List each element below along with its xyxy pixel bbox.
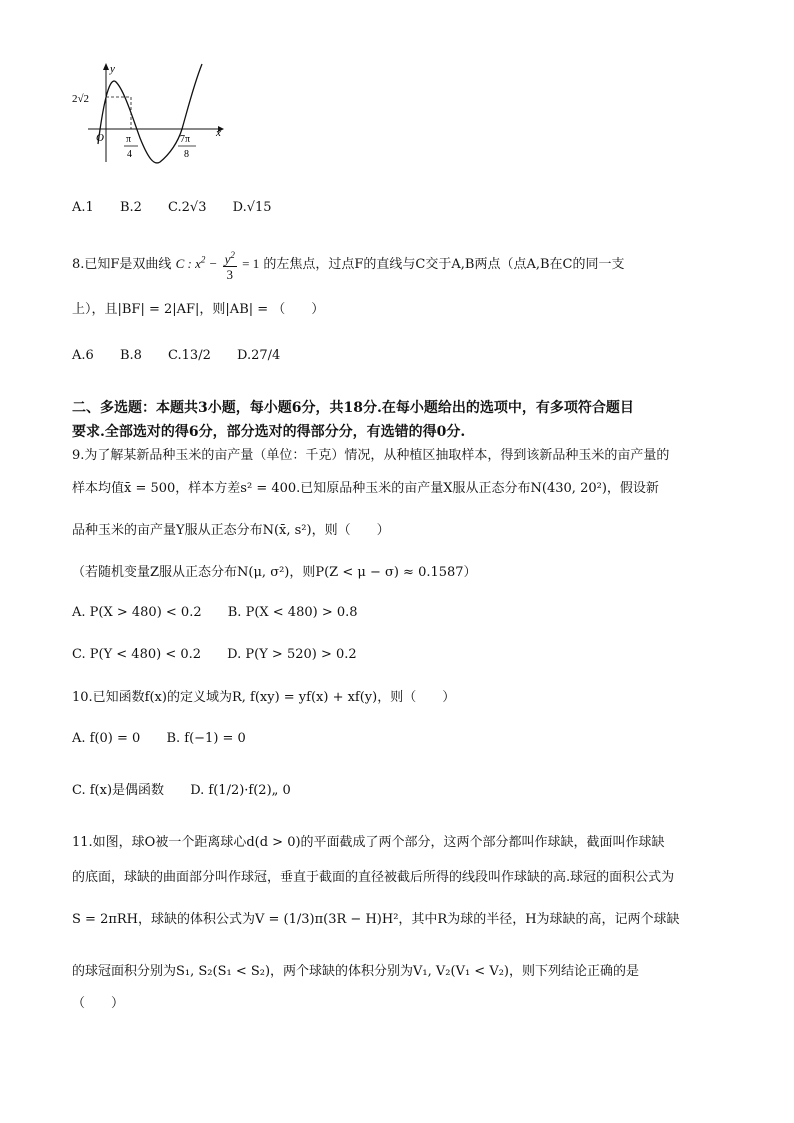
q10-line1: 10.已知函数f(x)的定义域为R, f(xy) = yf(x) + xf(y)，则（ ） xyxy=(72,690,456,705)
q9-option-b: B. P(X < 480) > 0.8 xyxy=(227,605,358,620)
q8-option-d: D.27/4 xyxy=(237,348,281,363)
q10-options-row2 xyxy=(72,781,313,801)
q10-options-row1 xyxy=(72,729,268,749)
q11-line3: S = 2πRH，球缺的体积公式为V = (1/3)π(3R − H)H²，其中R为球的半径，H为球缺的高，记两个球缺 xyxy=(72,912,680,927)
q8-line2: 上），且|BF| = 2|AF|，则|AB| = （ ） xyxy=(72,302,325,317)
q11-line1: 11.如图，球O被一个距离球心d(d > 0)的平面截成了两个部分，这两个部分都叫作球缺，截面叫作球缺 xyxy=(72,835,665,850)
q10-option-b: B. f(−1) = 0 xyxy=(166,731,246,746)
q8-prefix: 8.已知F是双曲线 xyxy=(72,257,172,273)
q8-option-b: B.8 xyxy=(119,348,142,363)
q8-hyperbola-eq: C : $x^2$ − $\frac{y^2}{3}$ = 1 xyxy=(175,250,260,283)
graph-xtick2-num: 7π xyxy=(180,134,191,145)
graph-x-label: x xyxy=(216,127,221,139)
q9-line3: 品种玉米的亩产量Y服从正态分布N(x̄, s²)，则（ ） xyxy=(72,523,390,538)
y-axis-arrow xyxy=(103,63,109,70)
graph-y-label: y xyxy=(110,63,115,75)
q7-option-b: B.2 xyxy=(119,200,142,215)
section2-line1: 二、多选题：本题共3小题，每小题6分，共18分.在每小题给出的选项中，有多项符合题目 xyxy=(72,400,634,416)
q9-option-a: A. P(X > 480) < 0.2 xyxy=(72,605,202,620)
sine-graph xyxy=(70,58,230,168)
graph-xtick1-num: π xyxy=(126,134,132,145)
q8-mid1: 的左焦点，过点F的直线与C交于A,B两点（点A,B在C的同一支 xyxy=(263,257,625,273)
q11-line2: 的底面，球缺的曲面部分叫作球冠，垂直于截面的直径被截后所得的线段叫作球缺的高.球冠的面积公式为 xyxy=(72,870,675,885)
q8-option-a: A.6 xyxy=(72,348,94,363)
q7-options xyxy=(72,198,294,218)
q9-line2: 样本均值x̄ = 500，样本方差s² = 400.已知原品种玉米的亩产量X服从正态分布N(430, 20²)，假设新 xyxy=(72,481,659,496)
q10-option-c: C. f(x)是偶函数 xyxy=(72,783,165,798)
section2-line2: 要求.全部选对的得6分，部分选对的得部分分，有选错的得0分. xyxy=(72,424,466,440)
q9-line1: 9.为了解某新品种玉米的亩产量（单位：千克）情况，从种植区抽取样本，得到该新品种玉米的亩产量的 xyxy=(72,448,670,463)
q7-option-a: A.1 xyxy=(72,200,94,215)
graph-amp-label: 2√2 xyxy=(72,93,90,105)
q11-line5: （ ） xyxy=(72,996,125,1011)
graph-xtick2-den: 8 xyxy=(184,149,189,160)
q9-options-row2 xyxy=(72,645,379,665)
graph-origin-label: O xyxy=(96,132,104,144)
q11-line4: 的球冠面积分别为S₁, S₂(S₁ < S₂)，两个球缺的体积分别为V₁, V₂(V₁ < V₂)，则下列结论正确的是 xyxy=(72,964,639,979)
q7-option-d: D.√15 xyxy=(232,200,272,215)
q9-line4: （若随机变量Z服从正态分布N(μ, σ²)，则P(Z < μ − σ) ≈ 0.1587） xyxy=(72,565,477,580)
q9-option-c: C. P(Y < 480) < 0.2 xyxy=(72,647,202,662)
q9-options-row1 xyxy=(72,603,380,623)
graph-xtick1-den: 4 xyxy=(127,149,132,160)
q10-option-a: A. f(0) = 0 xyxy=(72,731,141,746)
q10-option-d: D. f(1/2)·f(2)„ 0 xyxy=(190,783,291,798)
q9-option-d: D. P(Y > 520) > 0.2 xyxy=(227,647,357,662)
q8-options xyxy=(72,346,302,366)
q8-option-c: C.13/2 xyxy=(168,348,211,363)
q7-option-c: C.2√3 xyxy=(168,200,207,215)
q8-line1 xyxy=(72,248,624,282)
